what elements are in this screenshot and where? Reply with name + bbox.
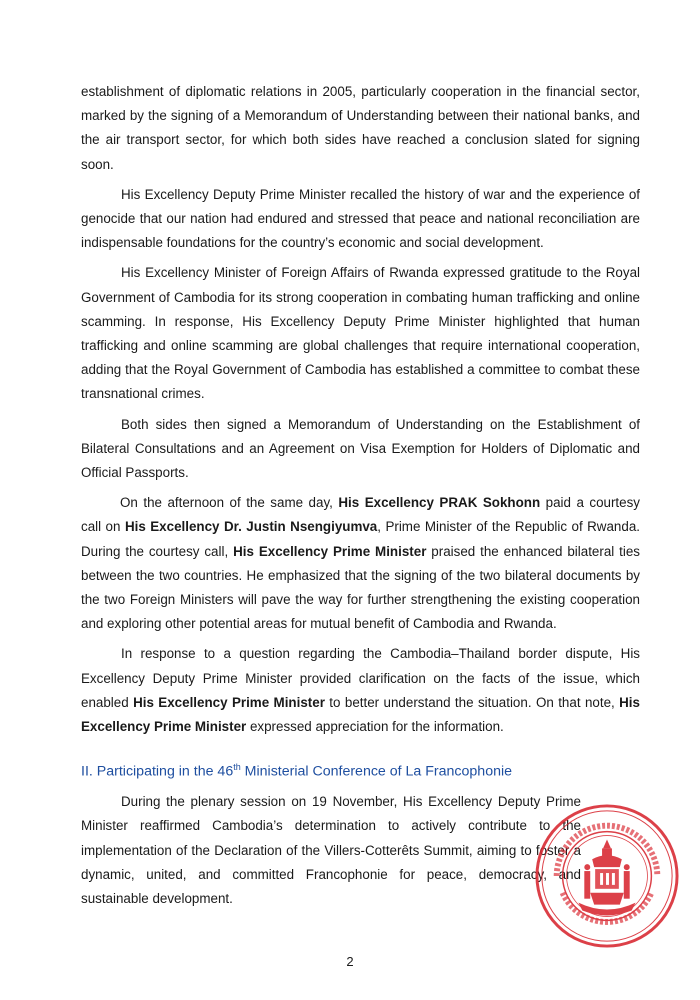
paragraph-6 xyxy=(81,642,640,739)
document-body xyxy=(81,80,640,917)
text-run: In response to a question regarding the Cambodia–Thailand border dispute, His Excellency Deputy Prime Minister provided clarification on the facts of the issue, which enabled xyxy=(81,646,640,710)
bold-prime-minister: His Excellency Prime Minister xyxy=(133,694,325,710)
paragraph-2: His Excellency Deputy Prime Minister recalled the history of war and the experience of genocide that our nation had endured and stressed that peace and national reconciliation are indispensable foundations for the country’s economic and social development. xyxy=(81,186,640,251)
paragraph-3: His Excellency Minister of Foreign Affairs of Rwanda expressed gratitude to the Royal Government of Cambodia for its strong cooperation in combating human trafficking and online scamming. In response, His Excellency Deputy Prime Minister highlighted that human trafficking and online scamming are global challenges that require international cooperation, adding that the Royal Government of Cambodia has established a committee to combat these transnational crimes. xyxy=(81,265,640,402)
text-run: On the afternoon of the same day, xyxy=(120,495,339,511)
heading-prefix: II. Participating in the 46 xyxy=(81,764,234,781)
paragraph-4: Both sides then signed a Memorandum of Understanding on the Establishment of Bilateral Consultations and an Agreement on Visa Exemption for Holders of Diplomatic and Official Passports. xyxy=(81,416,640,481)
text-run: praised the enhanced bilateral ties between the two countries. He emphasized that the signing of the two bilateral documents by the two Foreign Ministers will pave the way for further strengthening the existing cooperation and exploring other potential areas for mutual benefit of Cambodia and Rwanda. xyxy=(81,543,640,632)
bold-name-prak-sokhonn: His Excellency PRAK Sokhonn xyxy=(338,495,541,511)
bold-prime-minister: His Excellency Prime Minister xyxy=(233,543,427,559)
page-number: 2 xyxy=(346,954,354,969)
text-run: to better understand the situation. On that note, xyxy=(324,694,620,710)
bold-name-justin-nsengiyumva: His Excellency Dr. Justin Nsengiyumva xyxy=(124,519,378,535)
paragraph-7: During the plenary session on 19 November, His Excellency Deputy Prime Minister reaffirmed Cambodia’s determination to actively contribute to the implementation of the Declaration of the Villers-Cotterêts Summit, aiming to foster a dynamic, united, and committed Francophonie for peace, democracy, and sustainable development. xyxy=(81,794,581,907)
heading-suffix: Ministerial Conference of La Francophonie xyxy=(240,764,513,781)
bold-prime-minister: His Excellency Prime Minister xyxy=(81,694,640,735)
section-heading xyxy=(81,755,640,784)
official-seal-icon xyxy=(533,802,681,950)
text-run: paid a courtesy call on xyxy=(81,495,640,535)
heading-superscript: th xyxy=(233,762,241,773)
paragraph-1: establishment of diplomatic relations in 2005, particularly cooperation in the financial sector, marked by the signing of a Memorandum of Understanding between their national banks, and the air transport sector, for which both sides have reached a conclusion slated for signing soon. xyxy=(81,84,640,172)
text-run: expressed appreciation for the information. xyxy=(246,719,504,735)
paragraph-5 xyxy=(81,491,640,636)
text-run: , Prime Minister of the Republic of Rwanda. During the courtesy call, xyxy=(81,519,640,559)
